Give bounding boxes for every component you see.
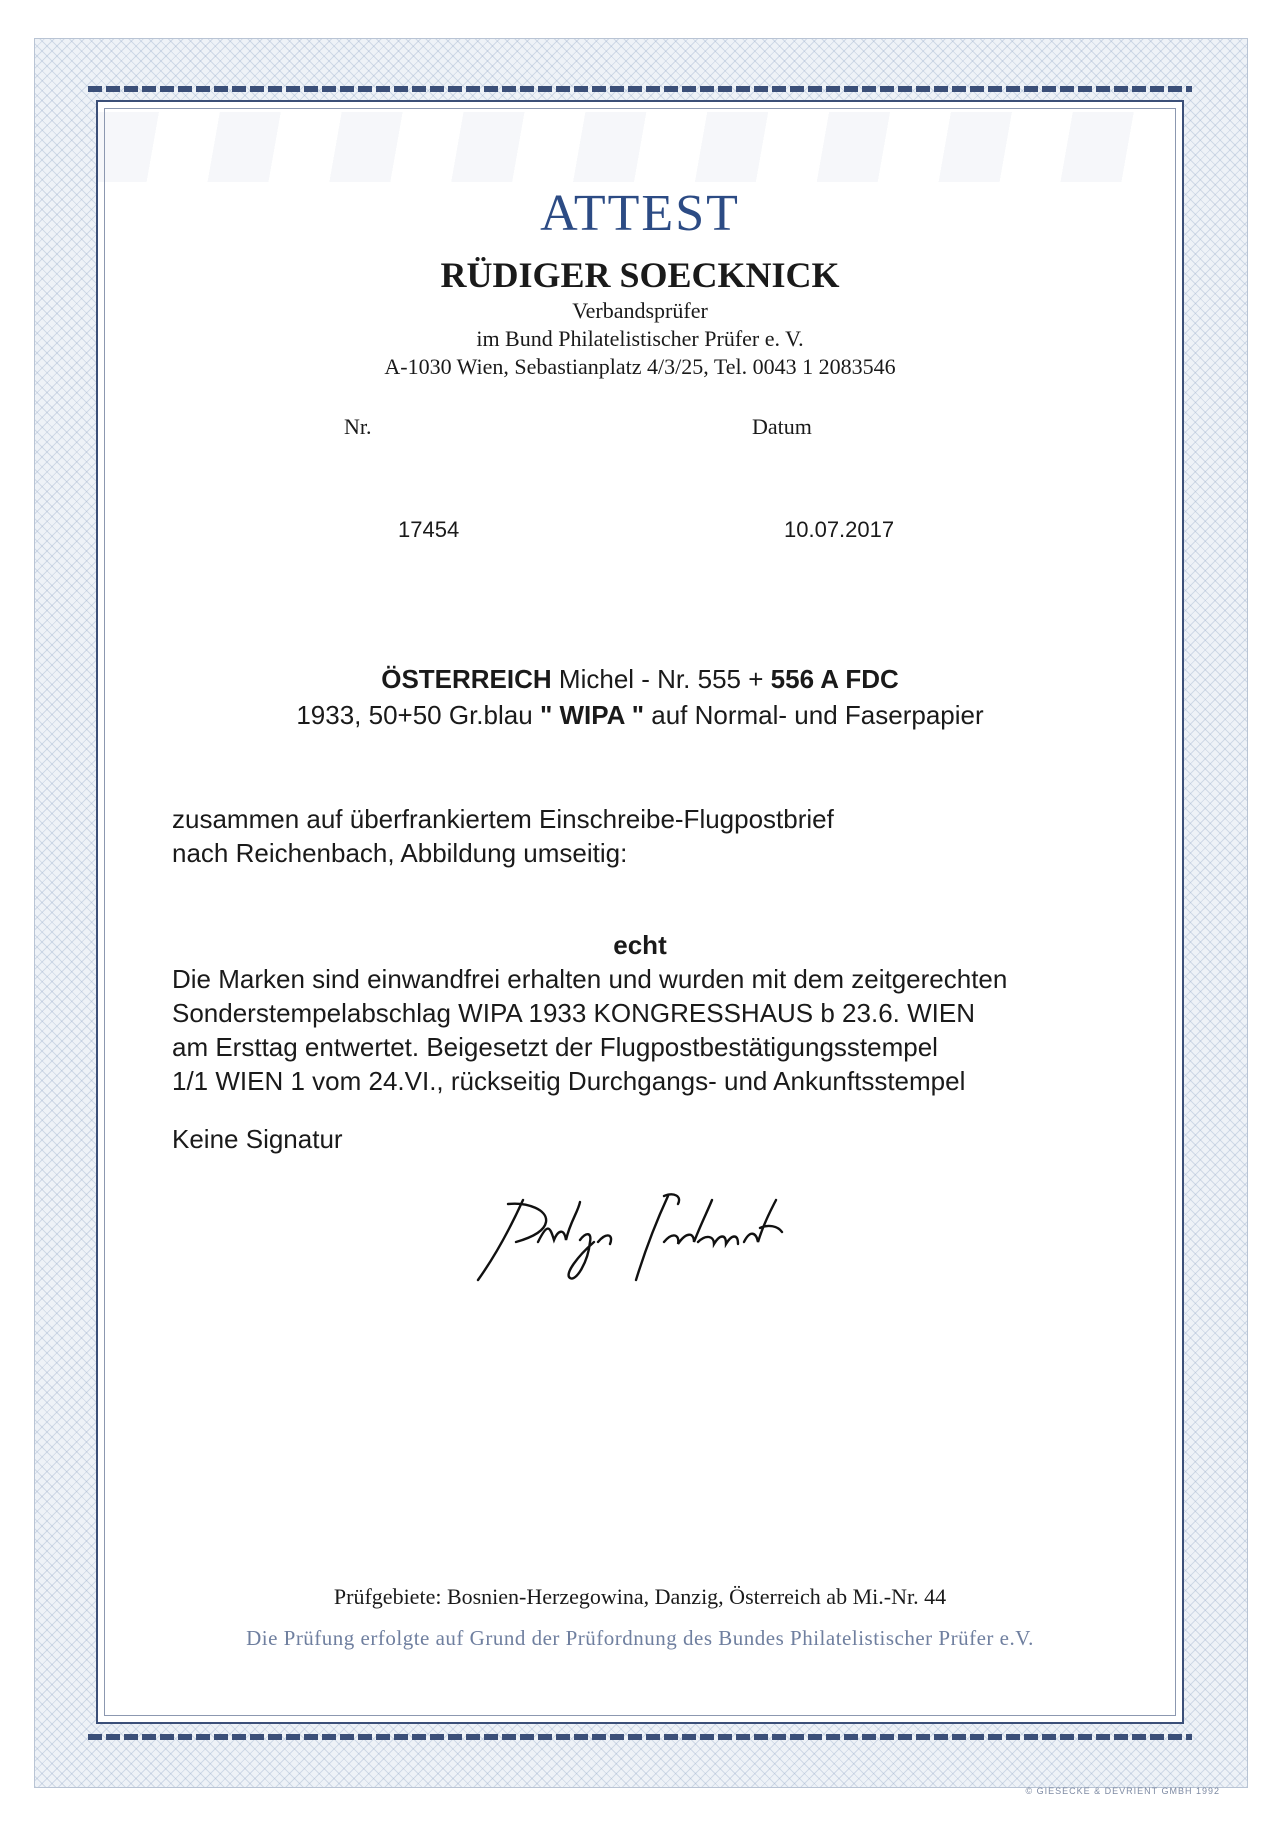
examiner-address: A-1030 Wien, Sebastianplatz 4/3/25, Tel. 0043 1 2083546 — [384, 354, 896, 379]
cover-line: zusammen auf überfrankiertem Einschreibe-Flugpostbrief — [172, 804, 834, 834]
stamp-desc-name: " WIPA " — [539, 700, 645, 730]
cover-description — [172, 802, 1072, 870]
condition-description — [172, 962, 1172, 1098]
stamp-country: ÖSTERREICH — [381, 664, 552, 694]
verdict: echt — [613, 930, 667, 960]
handwritten-signature — [468, 1182, 788, 1292]
association-name: im Bund Philatelistischer Prüfer e. V. — [476, 326, 804, 351]
certificate-title: ATTEST — [540, 185, 740, 242]
condition-line: Sonderstempelabschlag WIPA 1933 KONGRESSHAUS b 23.6. WIEN — [172, 998, 975, 1028]
cover-line: nach Reichenbach, Abbildung umseitig: — [172, 838, 628, 868]
condition-line: 1/1 WIEN 1 vom 24.VI., rückseitig Durchgangs- und Ankunftsstempel — [172, 1066, 966, 1096]
examination-areas: Prüfgebiete: Bosnien-Herzegowina, Danzig, Österreich ab Mi.-Nr. 44 — [333, 1584, 947, 1609]
condition-line: Die Marken sind einwandfrei erhalten und wurden mit dem zeitgerechten — [172, 964, 1008, 994]
stamp-desc-pre: 1933, 50+50 Gr.blau — [296, 700, 533, 730]
printer-imprint: © GIESECKE & DEVRIENT GMBH 1992 — [1025, 1786, 1220, 1796]
border-ornament-bottom — [88, 1734, 1192, 1740]
certificate-number: 17454 — [398, 517, 460, 542]
signature-note: Keine Signatur — [172, 1124, 343, 1154]
stamp-description — [98, 700, 1182, 731]
stamp-number-a: 555 + — [697, 664, 764, 694]
examiner-name: RÜDIGER SOECKNICK — [440, 255, 840, 295]
regulation-note: Die Prüfung erfolgte auf Grund der Prüfordnung des Bundes Philatelistischer Prüfer e.V. — [246, 1626, 1034, 1650]
stamp-number-b: 556 A FDC — [770, 664, 899, 694]
border-ornament-top — [88, 86, 1192, 92]
stamp-identification — [98, 664, 1182, 695]
datum-label: Datum — [752, 414, 812, 439]
examiner-role: Verbandsprüfer — [572, 298, 708, 323]
certificate-date: 10.07.2017 — [784, 517, 895, 542]
stamp-catalog: Michel - Nr. — [558, 664, 691, 694]
condition-line: am Ersttag entwertet. Beigesetzt der Flugpostbestätigungsstempel — [172, 1032, 938, 1062]
certificate-panel — [96, 100, 1184, 1724]
stamp-desc-post: auf Normal- und Faserpapier — [651, 700, 984, 730]
nr-label: Nr. — [344, 414, 372, 439]
watermark-band — [98, 112, 1182, 182]
